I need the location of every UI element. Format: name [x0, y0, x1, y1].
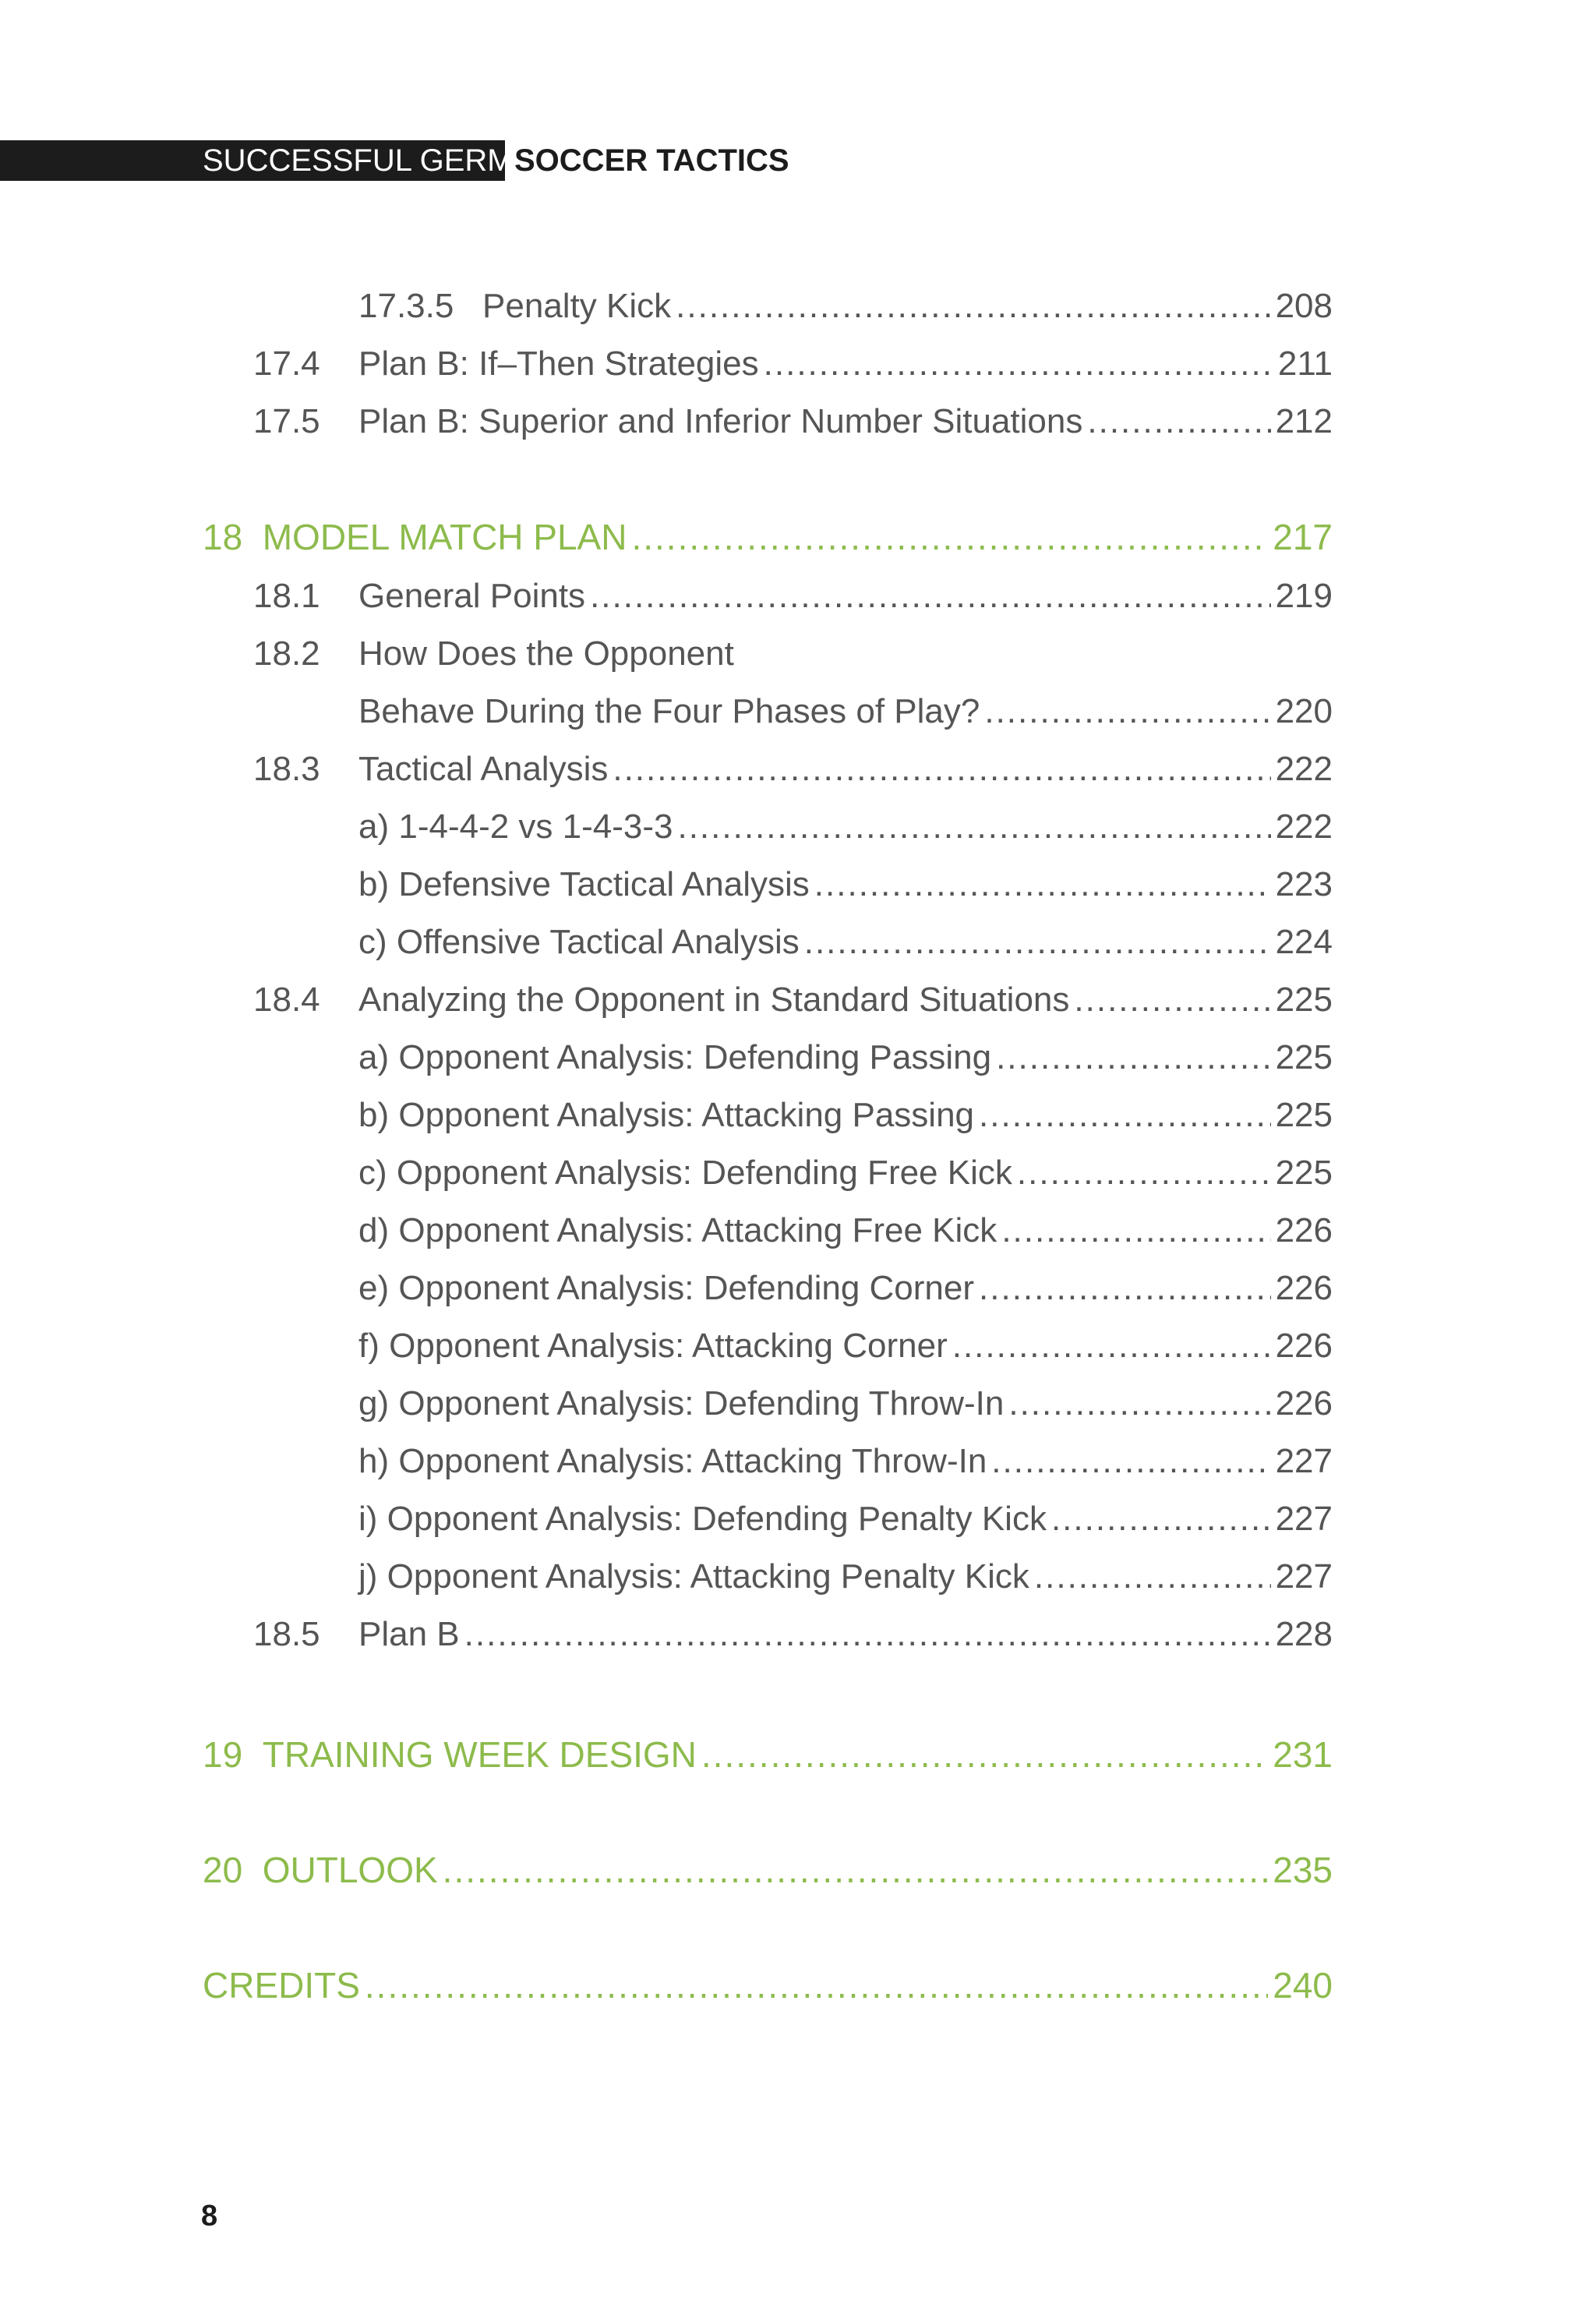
toc-entry-title: General Points — [358, 577, 586, 615]
toc-entry[interactable] — [358, 1437, 1333, 1486]
toc-entry-title: 17.3.5 Penalty Kick — [358, 287, 672, 325]
toc-leader — [984, 687, 1270, 736]
toc-entry-page: 212 — [1275, 402, 1333, 440]
toc-chapter-page: 240 — [1273, 1965, 1333, 2006]
toc-entry[interactable] — [253, 340, 1333, 388]
toc-leader — [1017, 1149, 1271, 1197]
toc-entry-title: b) Opponent Analysis: Attacking Passing — [358, 1096, 975, 1134]
toc-entry-page: 208 — [1275, 287, 1333, 325]
toc-entry-title: Tactical Analysis — [358, 750, 609, 788]
toc-leader — [613, 745, 1270, 793]
toc-entry-page: 226 — [1275, 1269, 1333, 1307]
toc-entry[interactable] — [358, 1553, 1333, 1601]
toc-leader — [814, 861, 1271, 909]
toc-entry-title: c) Offensive Tactical Analysis — [358, 923, 800, 961]
toc-entry[interactable] — [358, 687, 1333, 736]
toc-chapter-title: CREDITS — [203, 1965, 360, 2006]
toc-entry-number: 17.5 — [253, 402, 320, 440]
toc-chapter-title: 18 MODEL MATCH PLAN — [203, 517, 627, 557]
toc-entry[interactable] — [253, 398, 1333, 446]
toc-entry-title: d) Opponent Analysis: Attacking Free Kick — [358, 1211, 998, 1249]
toc-chapter[interactable] — [203, 1961, 1333, 2009]
toc-entry[interactable] — [358, 1149, 1333, 1197]
page-number: 8 — [201, 2200, 218, 2232]
toc-leader — [701, 1730, 1268, 1779]
toc-leader — [443, 1846, 1269, 1894]
toc-entry-page: 219 — [1275, 577, 1333, 615]
toc-entry-title: g) Opponent Analysis: Defending Throw-In — [358, 1384, 1005, 1423]
toc-entry[interactable] — [358, 803, 1333, 851]
toc-entry-title: c) Opponent Analysis: Defending Free Kick — [358, 1154, 1012, 1192]
toc-leader — [996, 1034, 1271, 1082]
toc-entry-page: 211 — [1277, 345, 1333, 383]
toc-entry[interactable] — [253, 745, 1333, 793]
toc-entry[interactable] — [253, 630, 1333, 678]
header-title: SOCCER TACTICS — [514, 143, 789, 178]
toc-chapter[interactable] — [203, 513, 1333, 561]
toc-entry-number: 18.3 — [253, 750, 320, 788]
toc-leader — [1034, 1553, 1271, 1601]
toc-entry-title: a) Opponent Analysis: Defending Passing — [358, 1038, 992, 1076]
toc-entry-title: a) 1-4-4-2 vs 1-4-3-3 — [358, 808, 673, 846]
toc-entry-title: f) Opponent Analysis: Attacking Corner — [358, 1327, 948, 1365]
toc-leader — [804, 918, 1271, 967]
toc-entry-page: 223 — [1275, 865, 1333, 903]
toc-entry-page: 224 — [1275, 923, 1333, 961]
toc-entry-number: 17.4 — [253, 345, 320, 383]
toc-entry-page: 220 — [1275, 692, 1333, 730]
toc-entry[interactable] — [358, 918, 1333, 967]
toc-entry-title: e) Opponent Analysis: Defending Corner — [358, 1269, 975, 1307]
toc-entry-title: j) Opponent Analysis: Attacking Penalty Kick — [358, 1557, 1029, 1596]
toc-leader — [464, 1610, 1271, 1659]
toc-leader — [1074, 976, 1270, 1024]
toc-leader — [764, 340, 1273, 388]
toc-entry-page: 225 — [1275, 1038, 1333, 1076]
toc-leader — [979, 1091, 1271, 1140]
toc-entry-title: Plan B: Superior and Inferior Number Situations — [358, 402, 1083, 440]
toc-entry-number: 18.4 — [253, 981, 320, 1019]
toc-entry-page: 225 — [1275, 1154, 1333, 1192]
toc-entry-title: Plan B — [358, 1615, 460, 1653]
toc-entry-title: h) Opponent Analysis: Attacking Throw-In — [358, 1442, 987, 1480]
header-series: SUCCESSFUL GERMAN — [203, 143, 557, 178]
toc-entry[interactable] — [358, 1322, 1333, 1370]
toc-entry[interactable] — [358, 1091, 1333, 1140]
toc-entry-title: Behave During the Four Phases of Play? — [358, 692, 980, 730]
toc-entry-number: 18.2 — [253, 634, 320, 673]
toc-chapter-title: 19 TRAINING WEEK DESIGN — [203, 1734, 697, 1775]
toc-entry-page: 227 — [1275, 1442, 1333, 1480]
toc-entry[interactable] — [358, 1380, 1333, 1428]
toc-leader — [676, 282, 1270, 330]
toc-entry[interactable] — [358, 1264, 1333, 1313]
toc-entry-number: 18.1 — [253, 577, 320, 615]
toc-entry-page: 225 — [1275, 981, 1333, 1019]
toc-leader — [590, 572, 1271, 620]
toc-leader — [1087, 398, 1270, 446]
toc-chapter-title: 20 OUTLOOK — [203, 1850, 438, 1890]
toc-leader — [365, 1961, 1268, 2009]
toc-leader — [631, 513, 1268, 561]
toc-leader — [1001, 1207, 1270, 1255]
toc-chapter[interactable] — [203, 1846, 1333, 1894]
toc-entry-title: b) Defensive Tactical Analysis — [358, 865, 810, 903]
toc-entry[interactable] — [253, 572, 1333, 620]
toc-entry[interactable] — [358, 1495, 1333, 1543]
toc-entry-page: 222 — [1275, 750, 1333, 788]
toc-entry[interactable] — [358, 282, 1333, 330]
toc-entry-page: 227 — [1275, 1557, 1333, 1596]
toc-leader — [979, 1264, 1271, 1313]
toc-entry-number: 18.5 — [253, 1615, 320, 1653]
toc-chapter-page: 217 — [1273, 517, 1333, 557]
toc-chapter-page: 231 — [1273, 1734, 1333, 1775]
toc-chapter-page: 235 — [1273, 1850, 1333, 1890]
toc-leader — [1008, 1380, 1270, 1428]
toc-chapter[interactable] — [203, 1730, 1333, 1779]
toc-entry-page: 227 — [1275, 1500, 1333, 1538]
toc-entry-title: i) Opponent Analysis: Defending Penalty Kick — [358, 1500, 1047, 1538]
toc-entry-page: 228 — [1275, 1615, 1333, 1653]
toc-entry-title: How Does the Opponent — [358, 634, 734, 673]
toc-entry-title: Plan B: If–Then Strategies — [358, 345, 759, 383]
toc-entry[interactable] — [358, 1034, 1333, 1082]
toc-entry-page: 226 — [1275, 1327, 1333, 1365]
toc-entry-title: Analyzing the Opponent in Standard Situations — [358, 981, 1070, 1019]
toc-entry[interactable] — [253, 1610, 1333, 1659]
toc-entry-page: 222 — [1275, 808, 1333, 846]
toc-entry-page: 226 — [1275, 1211, 1333, 1249]
toc-entry-page: 225 — [1275, 1096, 1333, 1134]
toc-entry[interactable] — [358, 861, 1333, 909]
toc-leader — [991, 1437, 1270, 1486]
toc-leader — [677, 803, 1270, 851]
toc-leader — [952, 1322, 1271, 1370]
toc-entry[interactable] — [358, 1207, 1333, 1255]
toc-leader — [1051, 1495, 1271, 1543]
toc-entry[interactable] — [253, 976, 1333, 1024]
toc-entry-page: 226 — [1275, 1384, 1333, 1423]
